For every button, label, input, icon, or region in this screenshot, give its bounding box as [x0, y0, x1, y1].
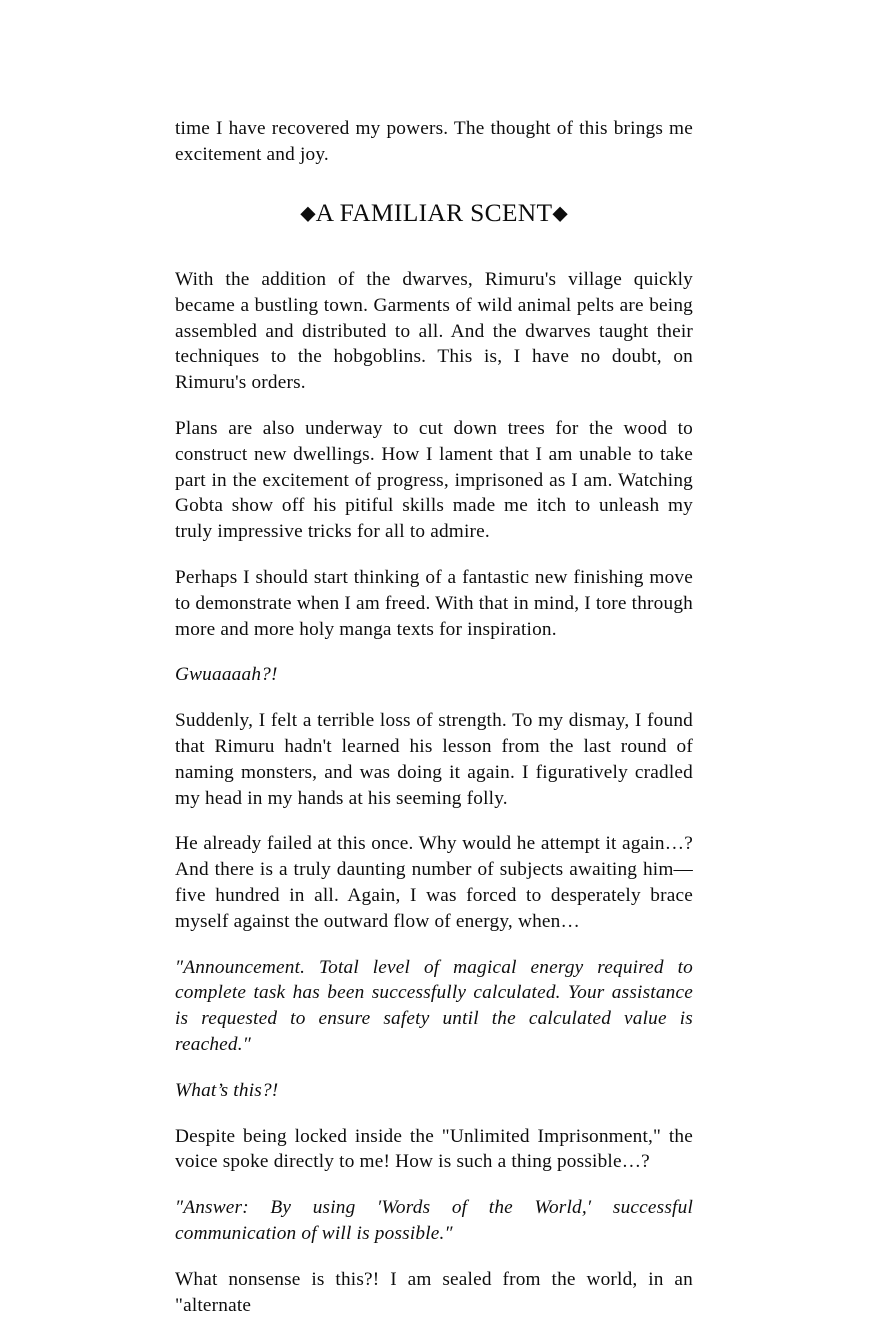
page-title [175, 200, 693, 226]
body-paragraph: Perhaps I should start thinking of a fantastic new finishing move to demonstrate when I am freed. With that in mind, I tore through more and more holy manga texts for inspiration. [175, 566, 693, 640]
body-paragraph: With the addition of the dwarves, Rimuru's village quickly became a bustling town. Garments of wild animal pelts are being assembled and distributed to all. And the dwarves taught their techniques to the hobgoblins. This is, I have no doubt, on Rimuru's orders. [175, 269, 693, 394]
body-paragraph: Plans are also underway to cut down trees for the wood to construct new dwellings. How I lament that I am unable to take part in the excitement of progress, imprisoned as I am. Watching Gobta show off his pitiful skills made me itch to unleash my truly impressive tricks for all to admire. [175, 417, 693, 543]
body-text-block [175, 267, 693, 1318]
diamond-ornament-right-icon: ◆ [552, 202, 568, 225]
body-paragraph: Suddenly, I felt a terrible loss of strength. To my dismay, I found that Rimuru hadn't learned his lesson from the last round of naming monsters, and was doing it again. I figuratively cradled my head in my hands at his seeming folly. [175, 710, 693, 809]
body-paragraph-italic: ″Announcement. Total level of magical energy required to complete task has been successfully calculated. Your assistance is requested to ensure safety until the calculated value is reached.″ [175, 956, 693, 1055]
body-paragraph: He already failed at this once. Why would he attempt it again…? And there is a truly daunting number of subjects awaiting him—five hundred in all. Again, I was forced to desperately brace myself against the outward flow of energy, when… [175, 833, 693, 932]
diamond-ornament-left-icon: ◆ [300, 202, 316, 225]
body-paragraph-italic: Gwuaaaah?! [175, 664, 278, 686]
body-paragraph-italic: What’s this?! [175, 1079, 279, 1101]
section-heading-text: A FAMILIAR SCENT [315, 198, 553, 227]
section-heading-block [175, 200, 693, 226]
body-paragraph-truncated: What nonsense is this?! I am sealed from the world, in an "alternate [175, 1268, 693, 1316]
body-paragraph-italic: ″Answer: By using ′Words of the World,′ successful communication of will is possible.″ [175, 1197, 693, 1244]
continued-paragraph: time I have recovered my powers. The thought of this brings me excitement and joy. [175, 118, 693, 165]
continued-paragraph-block [175, 116, 693, 168]
body-paragraph: Despite being locked inside the "Unlimited Imprisonment," the voice spoke directly to me! How is such a thing possible…? [175, 1125, 693, 1173]
